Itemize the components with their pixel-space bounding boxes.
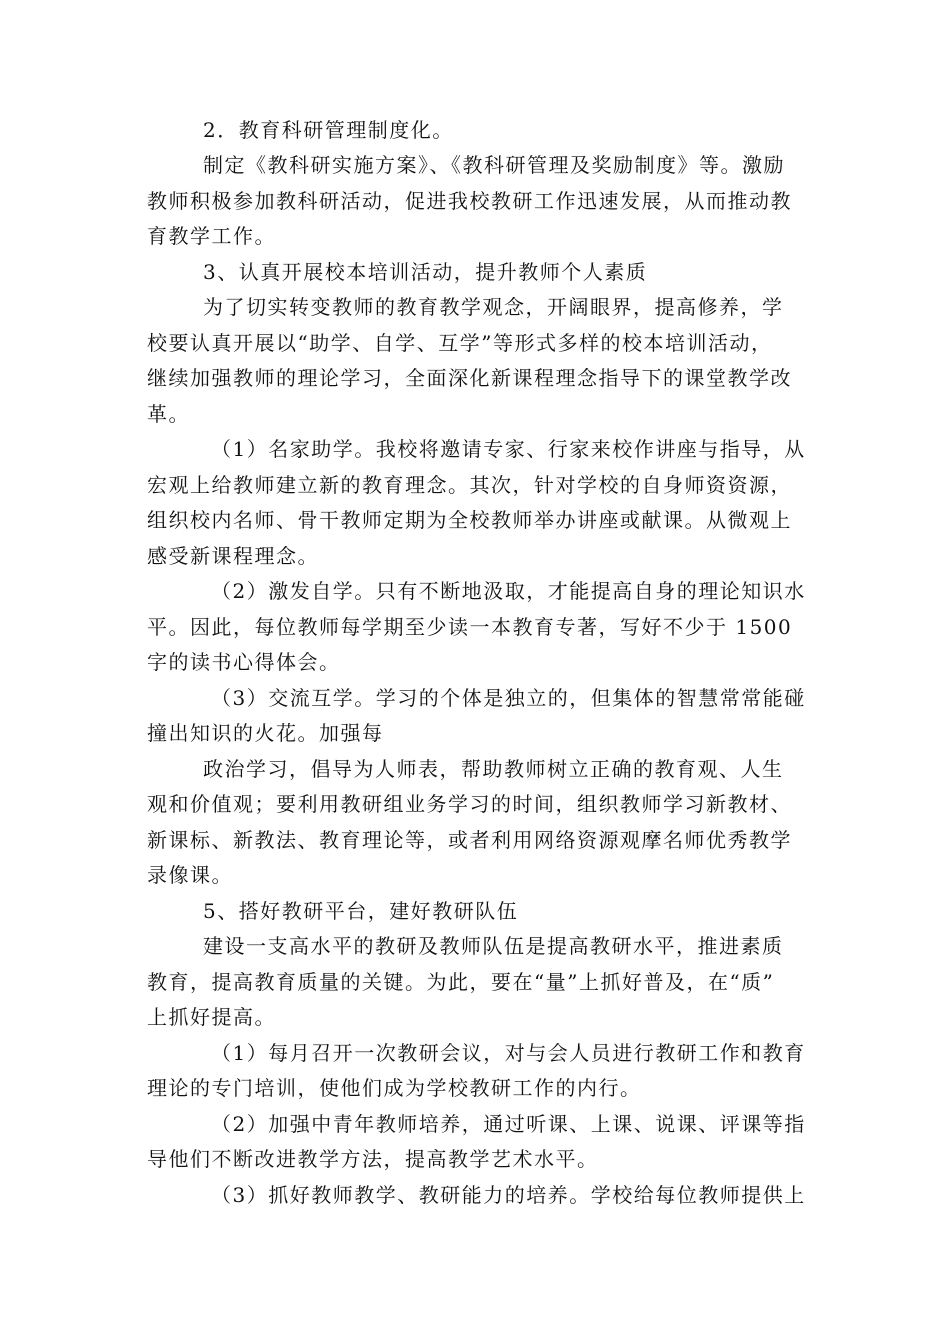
paragraph-line: 育教学工作。	[147, 224, 276, 248]
paragraph-line: 上抓好提高。	[147, 1005, 276, 1029]
paragraph-line: 教育，提高教育质量的关键。为此，要在“量”上抓好普及，在“质”	[147, 970, 775, 994]
paragraph-line: 新课标、新教法、教育理论等，或者利用网络资源观摩名师优秀教学	[147, 828, 792, 852]
list-item-2: （2）激发自学。只有不断地汲取，才能提高自身的理论知识水	[211, 579, 806, 603]
list-item-1: （1）名家助学。我校将邀请专家、行家来校作讲座与指导，从	[211, 437, 806, 461]
paragraph-line: 字的读书心得体会。	[147, 650, 341, 674]
list-item-3: （3）交流互学。学习的个体是独立的，但集体的智慧常常能碰	[211, 686, 806, 710]
heading-5: 5、搭好教研平台，建好教研队伍	[203, 899, 519, 923]
paragraph-line: 导他们不断改进教学方法，提高教学艺术水平。	[147, 1147, 599, 1171]
paragraph-line: 感受新课程理念。	[147, 544, 319, 568]
paragraph-line: 政治学习，倡导为人师表，帮助教师树立正确的教育观、人生	[203, 757, 784, 781]
paragraph-line: 校要认真开展以“助学、自学、互学”等形式多样的校本培训活动，	[147, 331, 773, 355]
heading-2: 2．教育科研管理制度化。	[203, 118, 454, 142]
heading-3: 3、认真开展校本培训活动，提升教师个人素质	[203, 260, 648, 284]
paragraph-line: 组织校内名师、骨干教师定期为全校教师举办讲座或献课。从微观上	[147, 508, 792, 532]
paragraph-line: 建设一支高水平的教研及教师队伍是提高教研水平，推进素质	[203, 934, 784, 958]
paragraph-line: 革。	[147, 402, 190, 426]
paragraph-line: 为了切实转变教师的教育教学观念，开阔眼界，提高修养，学	[203, 295, 784, 319]
paragraph-line: 理论的专门培训，使他们成为学校教研工作的内行。	[147, 1076, 642, 1100]
paragraph-line: 平。因此，每位教师每学期至少读一本教育专著，写好不少于 1500	[147, 615, 793, 639]
paragraph-line: 教师积极参加教科研活动，促进我校教研工作迅速发展，从而推动教	[147, 189, 792, 213]
list-item-3: （3）抓好教师教学、教研能力的培养。学校给每位教师提供上	[211, 1183, 806, 1207]
paragraph-line: 录像课。	[147, 863, 233, 887]
paragraph-line: 观和价值观；要利用教研组业务学习的时间，组织教师学习新教材、	[147, 792, 792, 816]
list-item-1: （1）每月召开一次教研会议，对与会人员进行教研工作和教育	[211, 1041, 806, 1065]
list-item-2: （2）加强中青年教师培养，通过听课、上课、说课、评课等指	[211, 1112, 806, 1136]
paragraph-line: 继续加强教师的理论学习，全面深化新课程理念指导下的课堂教学改	[147, 366, 792, 390]
paragraph-line: 制定《教科研实施方案》、《教科研管理及奖励制度》等。激励	[203, 153, 785, 177]
paragraph-line: 宏观上给教师建立新的教育理念。其次，针对学校的自身师资资源，	[147, 473, 792, 497]
paragraph-line: 撞出知识的火花。加强每	[147, 721, 384, 745]
